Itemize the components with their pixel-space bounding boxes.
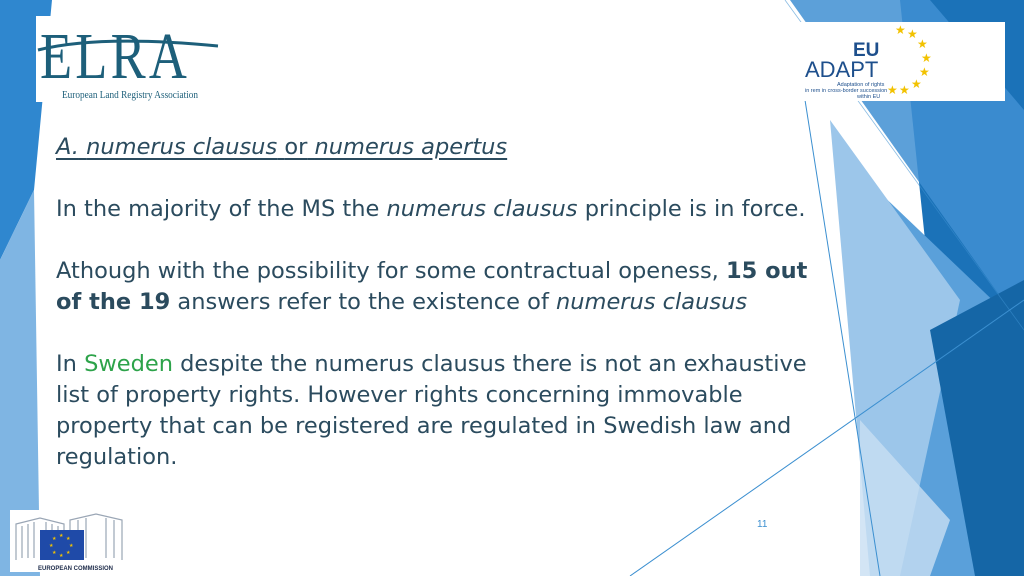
para3-text-after: despite the numerus clausus there is not an exhaustive list of property rights. However rights concerning immovable property that can be registered are regulated in Swedish law and regulation. (56, 351, 807, 470)
svg-text:★: ★ (59, 553, 64, 559)
svg-text:★: ★ (52, 536, 57, 542)
paragraph-3 (56, 349, 836, 473)
svg-text:★: ★ (895, 23, 906, 37)
para1-term: numerus clausus (386, 196, 578, 222)
svg-text:★: ★ (66, 536, 71, 542)
para2-term: numerus clausus (556, 289, 748, 315)
svg-text:★: ★ (52, 550, 57, 556)
page-number: 11 (757, 519, 768, 530)
heading-term-2: numerus apertus (314, 134, 508, 160)
svg-text:★: ★ (919, 65, 930, 79)
slide-content (56, 132, 836, 473)
heading-term-1: numerus clausus (86, 134, 278, 160)
elra-logo-name: ELRA (40, 20, 190, 93)
eu-stars-circle (887, 23, 932, 97)
heading-prefix: A. (56, 134, 79, 160)
elra-logo-subtitle: European Land Registry Association (62, 90, 198, 101)
elra-logo (36, 16, 220, 102)
eu-adapt-line1: EU (853, 40, 880, 61)
european-commission-logo (10, 510, 130, 572)
svg-text:★: ★ (921, 51, 932, 65)
svg-text:★: ★ (917, 37, 928, 51)
paragraph-2 (56, 256, 836, 318)
heading-connector: or (284, 134, 308, 160)
eu-adapt-tagline2: in rem in cross-border succession (805, 88, 888, 94)
svg-text:★: ★ (49, 543, 54, 549)
para3-text-before: In (56, 351, 77, 377)
ec-logo-caption: EUROPEAN COMMISSION (38, 566, 114, 572)
eu-adapt-line2: ADAPT (805, 57, 879, 82)
eu-adapt-tagline3: within EU (857, 94, 881, 100)
svg-text:★: ★ (59, 533, 64, 539)
paragraph-1 (56, 194, 836, 225)
para3-country: Sweden (84, 351, 173, 377)
svg-text:★: ★ (66, 550, 71, 556)
para2-text-middle: answers refer to the existence of (177, 289, 549, 315)
eu-adapt-logo (795, 22, 1005, 101)
svg-text:★: ★ (887, 83, 898, 97)
svg-text:★: ★ (907, 27, 918, 41)
para1-text-after: principle is in force. (584, 196, 806, 222)
slide-heading (56, 132, 836, 163)
para2-text-before: Athough with the possibility for some contractual openess, (56, 258, 719, 284)
svg-text:★: ★ (911, 77, 922, 91)
para2-bold-count: 15 out of the 19 (56, 258, 808, 315)
eu-adapt-tagline1: Adaptation of rights (837, 82, 885, 88)
svg-text:★: ★ (899, 83, 910, 97)
para1-text-before: In the majority of the MS the (56, 196, 380, 222)
svg-text:★: ★ (69, 543, 74, 549)
